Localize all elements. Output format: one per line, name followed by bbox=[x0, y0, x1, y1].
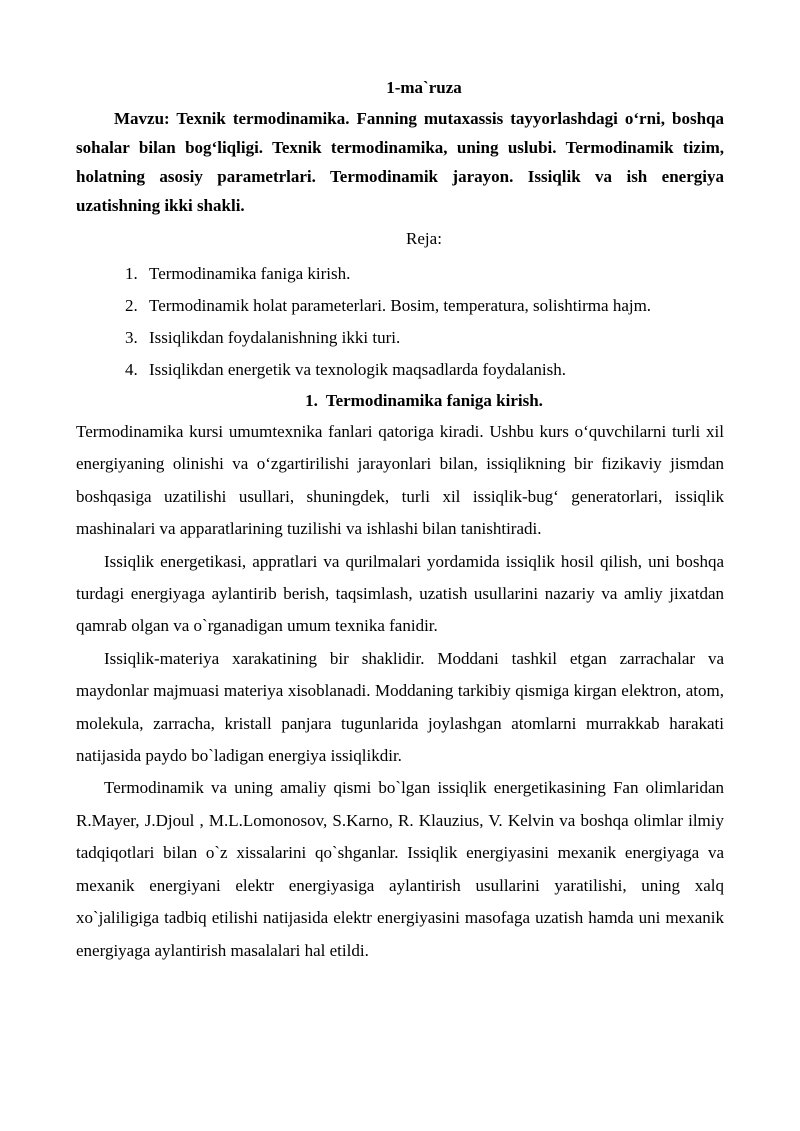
body-paragraph: Termodinamika kursi umumtexnika fanlari qatoriga kiradi. Ushbu kurs o‘quvchilarni turli xil energiyaning olinishi va o‘zgartirilishi jarayonlari bilan, issiqlikning bir fizikaviy jismdan boshqasiga uzatilishi usullari, shuningdek, turli xil issiqlik-bug‘ generatorlari, issiqlik mashinalari va apparatlarining tuzilishi va ishlashi bilan tanishtiradi. bbox=[76, 422, 724, 539]
section-heading bbox=[76, 386, 724, 416]
document-page bbox=[76, 74, 724, 967]
lecture-topic: Mavzu: Texnik termodinamika. Fanning mutaxassis tayyorlashdagi o‘rni, boshqa sohalar bilan bog‘liqligi. Texnik termodinamika, uning uslubi. Termodinamik tizim, holatning asosiy parametrlari. Termodinamik jarayon. Issiqlik va ish energiya uzatishning ikki shakli. bbox=[76, 109, 724, 215]
plan-item-number: 2. bbox=[125, 296, 138, 315]
plan-item bbox=[76, 258, 724, 290]
plan-item-text: Issiqlikdan energetik va texnologik maqsadlarda foydalanish. bbox=[149, 360, 567, 379]
plan-list bbox=[76, 258, 724, 386]
section-title: Termodinamika faniga kirish. bbox=[325, 391, 543, 410]
plan-item bbox=[76, 354, 724, 386]
section-number: 1. bbox=[305, 391, 318, 410]
plan-item-text: Termodinamika faniga kirish. bbox=[149, 264, 351, 283]
plan-item bbox=[76, 322, 724, 354]
plan-item-number: 4. bbox=[125, 360, 138, 379]
lecture-title: 1-ma`ruza bbox=[386, 78, 462, 97]
plan-item bbox=[76, 290, 724, 322]
plan-item-number: 3. bbox=[125, 328, 138, 347]
body-paragraph: Issiqlik energetikasi, appratlari va qurilmalari yordamida issiqlik hosil qilish, uni boshqa turdagi energiyaga aylantirib berish, taqsimlash, uzatish usullarini nazariy va amliy jixatdan qamrab olgan va o`rganadigan umum texnika fanidir. bbox=[76, 551, 724, 636]
body-paragraph: Issiqlik-materiya xarakatining bir shaklidir. Moddani tashkil etgan zarrachalar va maydonlar majmuasi materiya xisoblanadi. Moddaning tarkibiy qismiga kirgan elektron, atom, molekula, zarracha, kristall panjara tugunlarida joylashgan atomlarni murrakkab harakati natijasida paydo bo`ladigan energiya issiqlikdir. bbox=[76, 648, 724, 766]
plan-item-text: Issiqlikdan foydalanishning ikki turi. bbox=[149, 328, 401, 347]
plan-title: Reja: bbox=[406, 229, 442, 248]
body-paragraph: Termodinamik va uning amaliy qismi bo`lgan issiqlik energetikasining Fan olimlaridan R.Mayer, J.Djoul , M.L.Lomonosov, S.Karno, R. Klauzius, V. Kelvin va boshqa olimlar ilmiy tadqiqotlari bilan o`z xissalarini qo`shganlar. Issiqlik energiyasini mexanik energiyaga va mexanik energiyani elektr energiyasiga aylantirish usullarini yaratilishi, uning xalq xo`jaliligiga tadbiq etilishi natijasida elektr energiyasini masofaga uzatish hamda uni mexanik energiyaga aylantirish masalalari hal etildi. bbox=[76, 778, 724, 960]
plan-item-number: 1. bbox=[125, 264, 138, 283]
plan-item-text: Termodinamik holat parameterlari. Bosim, temperatura, solishtirma hajm. bbox=[149, 296, 652, 315]
